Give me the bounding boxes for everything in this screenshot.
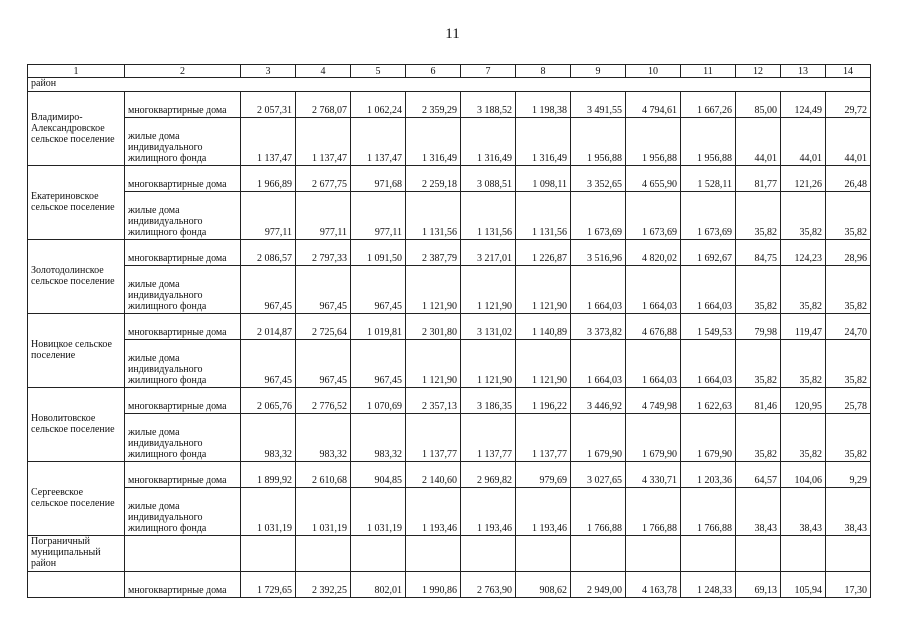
tariff-value: 38,43	[781, 488, 826, 536]
tariff-value: 2 057,31	[241, 92, 296, 118]
building-type: жилые дома индивидуального жилищного фонда	[125, 414, 241, 462]
tariff-value: 1 196,22	[516, 388, 571, 414]
tariff-value: 69,13	[736, 572, 781, 598]
empty-cell	[28, 572, 125, 598]
building-type: жилые дома индивидуального жилищного фонда	[125, 192, 241, 240]
tariff-value: 64,57	[736, 462, 781, 488]
empty-cell	[736, 536, 781, 572]
tariff-value: 17,30	[826, 572, 871, 598]
tariff-value: 3 373,82	[571, 314, 626, 340]
tariff-value: 4 655,90	[626, 166, 681, 192]
tariff-value: 35,82	[826, 192, 871, 240]
building-type: многоквартирные дома	[125, 388, 241, 414]
tariff-value: 977,11	[296, 192, 351, 240]
tariff-value: 1 121,90	[516, 340, 571, 388]
tariff-value: 967,45	[241, 266, 296, 314]
tariff-value: 35,82	[736, 192, 781, 240]
tariff-value: 1 031,19	[351, 488, 406, 536]
tariff-value: 1 137,47	[296, 118, 351, 166]
tariff-value: 3 188,52	[461, 92, 516, 118]
tariff-value: 35,82	[736, 340, 781, 388]
tariff-value: 1 673,69	[681, 192, 736, 240]
column-number-header: 9	[571, 65, 626, 78]
settlement-name: Золотодолинское сельское поселение	[28, 240, 125, 314]
tariff-value: 1 316,49	[461, 118, 516, 166]
tariff-value: 2 086,57	[241, 240, 296, 266]
table-row	[28, 166, 871, 192]
tariff-value: 35,82	[781, 192, 826, 240]
tariff-value: 977,11	[351, 192, 406, 240]
tariff-value: 1 664,03	[681, 340, 736, 388]
table-row	[28, 266, 871, 314]
settlement-name: Сергеевское сельское поселение	[28, 462, 125, 536]
tariff-value: 983,32	[296, 414, 351, 462]
tariff-value: 1 137,77	[461, 414, 516, 462]
column-number-header: 4	[296, 65, 351, 78]
region-row	[28, 536, 871, 572]
tariff-value: 29,72	[826, 92, 871, 118]
tariff-value: 967,45	[296, 266, 351, 314]
tariff-value: 977,11	[241, 192, 296, 240]
tariff-value: 967,45	[241, 340, 296, 388]
tariff-value: 35,82	[781, 414, 826, 462]
tariff-value: 3 131,02	[461, 314, 516, 340]
tariff-value: 35,82	[736, 414, 781, 462]
table-row	[28, 388, 871, 414]
tariff-value: 3 217,01	[461, 240, 516, 266]
district-label-row	[28, 78, 871, 92]
tariff-value: 1 664,03	[681, 266, 736, 314]
tariff-value: 1 679,90	[626, 414, 681, 462]
tariff-value: 38,43	[736, 488, 781, 536]
tariff-value: 1 766,88	[571, 488, 626, 536]
tariff-value: 1 121,90	[406, 340, 461, 388]
tariff-value: 4 749,98	[626, 388, 681, 414]
tariff-value: 2 610,68	[296, 462, 351, 488]
tariff-value: 1 899,92	[241, 462, 296, 488]
empty-cell	[626, 536, 681, 572]
tariff-value: 35,82	[781, 266, 826, 314]
tariff-value: 1 226,87	[516, 240, 571, 266]
tariff-value: 25,78	[826, 388, 871, 414]
tariff-value: 4 676,88	[626, 314, 681, 340]
tariff-value: 35,82	[826, 266, 871, 314]
tariff-value: 3 088,51	[461, 166, 516, 192]
tariff-value: 105,94	[781, 572, 826, 598]
tariff-value: 2 301,80	[406, 314, 461, 340]
tariff-value: 2 776,52	[296, 388, 351, 414]
tariff-value: 1 966,89	[241, 166, 296, 192]
tariff-value: 1 956,88	[626, 118, 681, 166]
tariff-value: 1 528,11	[681, 166, 736, 192]
tariff-value: 1 131,56	[461, 192, 516, 240]
empty-cell	[781, 536, 826, 572]
tariff-value: 967,45	[351, 340, 406, 388]
tariff-value: 1 121,90	[461, 266, 516, 314]
tariff-value: 3 516,96	[571, 240, 626, 266]
tariff-value: 1 664,03	[626, 340, 681, 388]
tariff-value: 1 622,63	[681, 388, 736, 414]
tariff-value: 26,48	[826, 166, 871, 192]
tariff-value: 3 186,35	[461, 388, 516, 414]
tariff-value: 1 131,56	[516, 192, 571, 240]
tariff-value: 1 031,19	[241, 488, 296, 536]
tariff-value: 2 065,76	[241, 388, 296, 414]
tariff-value: 971,68	[351, 166, 406, 192]
tariff-value: 1 766,88	[626, 488, 681, 536]
tariff-value: 85,00	[736, 92, 781, 118]
tariff-value: 81,77	[736, 166, 781, 192]
tariff-value: 1 673,69	[626, 192, 681, 240]
tariff-value: 1 549,53	[681, 314, 736, 340]
building-type: жилые дома индивидуального жилищного фонда	[125, 488, 241, 536]
tariff-value: 3 027,65	[571, 462, 626, 488]
building-type: жилые дома индивидуального жилищного фонда	[125, 118, 241, 166]
page-number: 11	[445, 26, 460, 42]
column-number-header: 6	[406, 65, 461, 78]
tariff-value: 2 014,87	[241, 314, 296, 340]
tariff-value: 44,01	[781, 118, 826, 166]
building-type: многоквартирные дома	[125, 572, 241, 598]
tariff-value: 2 725,64	[296, 314, 351, 340]
tariff-value: 120,95	[781, 388, 826, 414]
tariff-value: 3 352,65	[571, 166, 626, 192]
tariff-value: 104,06	[781, 462, 826, 488]
column-number-header: 5	[351, 65, 406, 78]
tariff-value: 2 763,90	[461, 572, 516, 598]
tariff-value: 1 121,90	[516, 266, 571, 314]
tariff-value: 1 193,46	[461, 488, 516, 536]
settlement-name: Новицкое сельское поселение	[28, 314, 125, 388]
table-row	[28, 572, 871, 598]
column-number-header: 11	[681, 65, 736, 78]
tariff-value: 4 820,02	[626, 240, 681, 266]
building-type: многоквартирные дома	[125, 92, 241, 118]
tariff-value: 84,75	[736, 240, 781, 266]
tariff-value: 1 121,90	[461, 340, 516, 388]
tariff-value: 2 677,75	[296, 166, 351, 192]
tariff-value: 79,98	[736, 314, 781, 340]
tariff-value: 1 664,03	[626, 266, 681, 314]
building-type: многоквартирные дома	[125, 240, 241, 266]
tariff-value: 2 768,07	[296, 92, 351, 118]
tariff-value: 1 956,88	[681, 118, 736, 166]
building-type: жилые дома индивидуального жилищного фонда	[125, 340, 241, 388]
tariff-value: 1 316,49	[516, 118, 571, 166]
empty-cell	[681, 536, 736, 572]
table-row	[28, 92, 871, 118]
empty-cell	[406, 536, 461, 572]
tariff-value: 1 091,50	[351, 240, 406, 266]
region-name: Пограничный муниципальный район	[28, 536, 125, 572]
empty-cell	[296, 536, 351, 572]
column-number-header: 8	[516, 65, 571, 78]
tariff-value: 2 259,18	[406, 166, 461, 192]
tariff-value: 979,69	[516, 462, 571, 488]
tariff-value: 904,85	[351, 462, 406, 488]
tariff-value: 1 316,49	[406, 118, 461, 166]
tariff-value: 124,23	[781, 240, 826, 266]
tariff-value: 1 679,90	[571, 414, 626, 462]
tariff-value: 983,32	[241, 414, 296, 462]
tariff-value: 1 673,69	[571, 192, 626, 240]
tariff-value: 3 491,55	[571, 92, 626, 118]
tariff-value: 24,70	[826, 314, 871, 340]
tariff-value: 1 203,36	[681, 462, 736, 488]
column-number-header: 2	[125, 65, 241, 78]
tariff-value: 2 969,82	[461, 462, 516, 488]
tariff-value: 1 019,81	[351, 314, 406, 340]
table-row	[28, 118, 871, 166]
tariff-value: 35,82	[826, 340, 871, 388]
tariff-value: 1 137,77	[406, 414, 461, 462]
tariff-value: 2 797,33	[296, 240, 351, 266]
tariff-value: 1 729,65	[241, 572, 296, 598]
tariff-value: 1 137,77	[516, 414, 571, 462]
tariff-value: 4 163,78	[626, 572, 681, 598]
empty-cell	[351, 536, 406, 572]
tariff-value: 2 392,25	[296, 572, 351, 598]
table-row	[28, 192, 871, 240]
tariff-value: 124,49	[781, 92, 826, 118]
tariff-value: 2 357,13	[406, 388, 461, 414]
tariff-value: 81,46	[736, 388, 781, 414]
tariff-value: 967,45	[296, 340, 351, 388]
settlement-name: Новолитовское сельское поселение	[28, 388, 125, 462]
column-number-header: 14	[826, 65, 871, 78]
empty-cell	[461, 536, 516, 572]
building-type: многоквартирные дома	[125, 166, 241, 192]
column-number-header: 3	[241, 65, 296, 78]
tariff-value: 1 193,46	[406, 488, 461, 536]
column-number-header: 13	[781, 65, 826, 78]
tariff-value: 4 794,61	[626, 92, 681, 118]
header-row	[28, 65, 871, 78]
tariff-value: 1 031,19	[296, 488, 351, 536]
tariff-value: 1 692,67	[681, 240, 736, 266]
tariff-value: 1 121,90	[406, 266, 461, 314]
tariff-value: 1 131,56	[406, 192, 461, 240]
tariff-value: 1 137,47	[351, 118, 406, 166]
tariff-value: 35,82	[826, 414, 871, 462]
tariff-value: 2 949,00	[571, 572, 626, 598]
table-row	[28, 414, 871, 462]
empty-cell	[571, 536, 626, 572]
column-number-header: 12	[736, 65, 781, 78]
column-number-header: 10	[626, 65, 681, 78]
building-type: многоквартирные дома	[125, 462, 241, 488]
table-row	[28, 488, 871, 536]
tariff-value: 1 664,03	[571, 266, 626, 314]
tariff-value: 1 198,38	[516, 92, 571, 118]
tariff-value: 967,45	[351, 266, 406, 314]
tariff-value: 908,62	[516, 572, 571, 598]
tariff-value: 3 446,92	[571, 388, 626, 414]
empty-cell	[125, 536, 241, 572]
tariff-value: 1 956,88	[571, 118, 626, 166]
tariff-value: 121,26	[781, 166, 826, 192]
tariff-value: 2 140,60	[406, 462, 461, 488]
empty-cell	[826, 536, 871, 572]
building-type: многоквартирные дома	[125, 314, 241, 340]
tariff-table	[27, 64, 871, 598]
table-row	[28, 340, 871, 388]
empty-cell	[241, 536, 296, 572]
tariff-value: 802,01	[351, 572, 406, 598]
tariff-value: 1 766,88	[681, 488, 736, 536]
tariff-value: 44,01	[736, 118, 781, 166]
settlement-name: Владимиро-Александровское сельское поселение	[28, 92, 125, 166]
tariff-value: 1 667,26	[681, 92, 736, 118]
table-row	[28, 314, 871, 340]
tariff-value: 1 137,47	[241, 118, 296, 166]
settlement-name: Екатериновское сельское поселение	[28, 166, 125, 240]
tariff-value: 38,43	[826, 488, 871, 536]
tariff-value: 1 193,46	[516, 488, 571, 536]
building-type: жилые дома индивидуального жилищного фонда	[125, 266, 241, 314]
tariff-value: 9,29	[826, 462, 871, 488]
tariff-value: 4 330,71	[626, 462, 681, 488]
tariff-value: 1 098,11	[516, 166, 571, 192]
column-number-header: 1	[28, 65, 125, 78]
tariff-value: 1 248,33	[681, 572, 736, 598]
tariff-value: 1 070,69	[351, 388, 406, 414]
district-label: район	[28, 78, 871, 92]
column-number-header: 7	[461, 65, 516, 78]
tariff-value: 1 679,90	[681, 414, 736, 462]
tariff-value: 1 664,03	[571, 340, 626, 388]
tariff-value: 1 140,89	[516, 314, 571, 340]
tariff-value: 119,47	[781, 314, 826, 340]
tariff-value: 983,32	[351, 414, 406, 462]
tariff-value: 2 387,79	[406, 240, 461, 266]
tariff-value: 2 359,29	[406, 92, 461, 118]
tariff-value: 1 062,24	[351, 92, 406, 118]
tariff-value: 44,01	[826, 118, 871, 166]
tariff-value: 28,96	[826, 240, 871, 266]
tariff-value: 1 990,86	[406, 572, 461, 598]
empty-cell	[516, 536, 571, 572]
tariff-value: 35,82	[736, 266, 781, 314]
tariff-value: 35,82	[781, 340, 826, 388]
table-row	[28, 462, 871, 488]
table-row	[28, 240, 871, 266]
